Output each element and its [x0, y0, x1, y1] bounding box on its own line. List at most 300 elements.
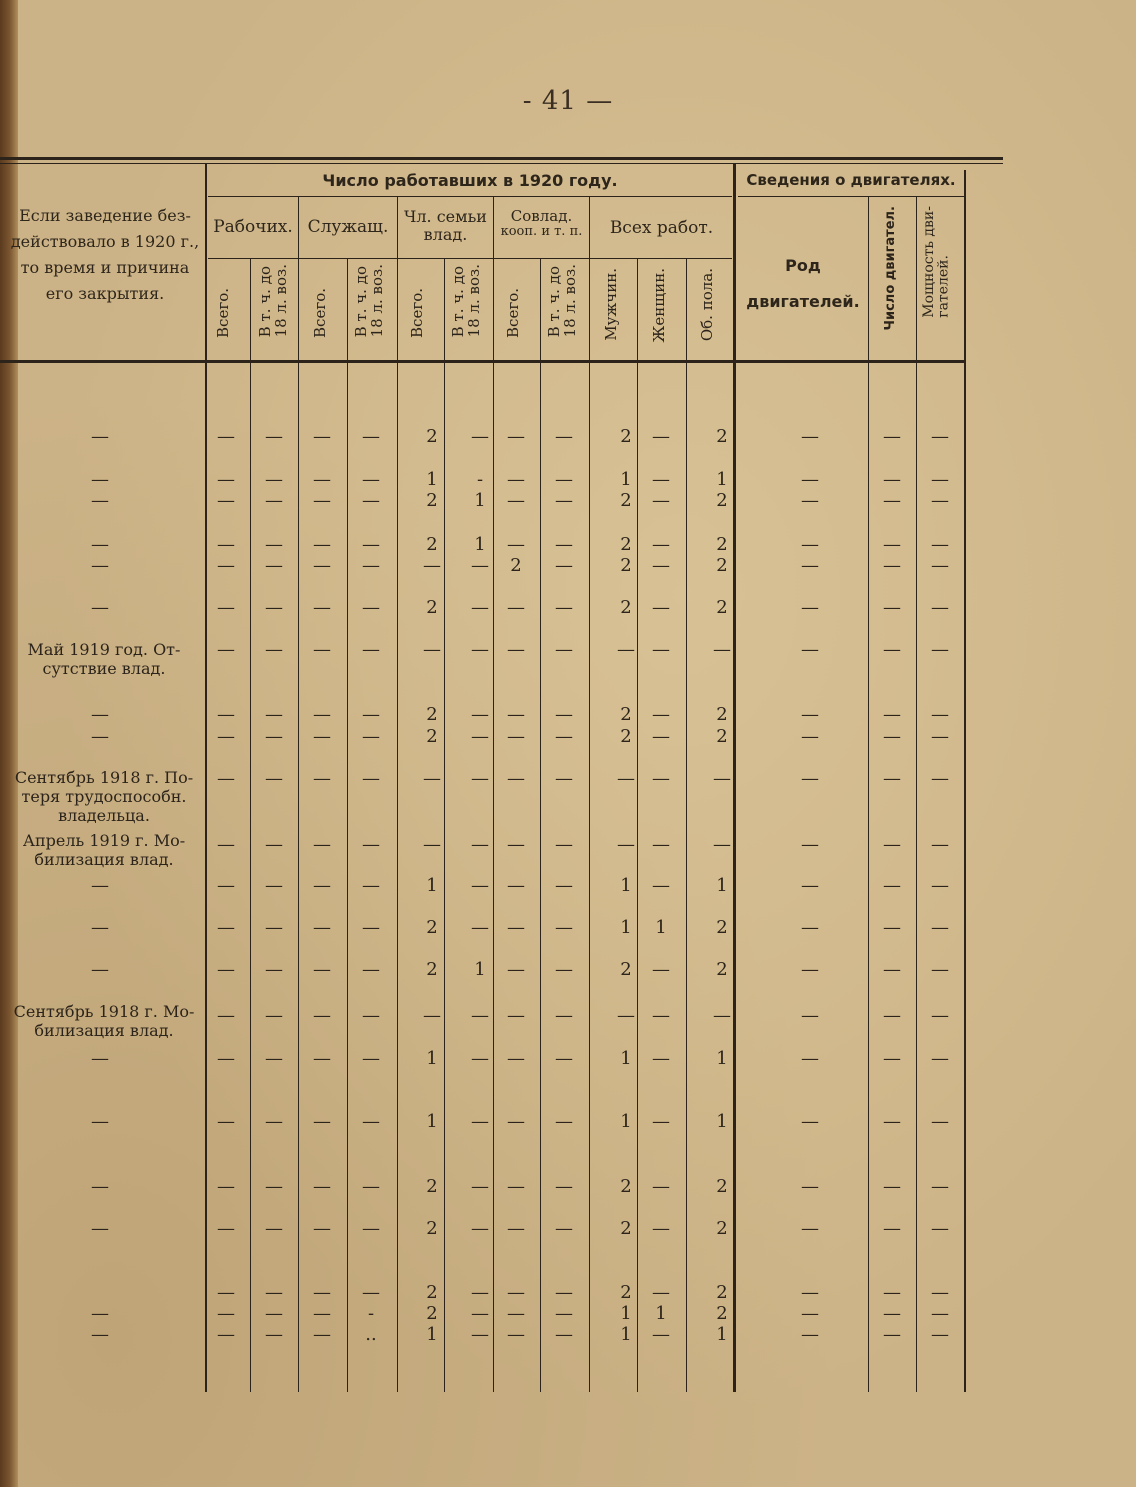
closure-note-line: билизация влад.: [34, 850, 174, 869]
table-cell: —: [555, 1048, 573, 1069]
table-cell: —: [801, 1218, 819, 1239]
table-cell: —: [883, 1111, 901, 1132]
table-cell: —: [713, 1005, 731, 1026]
table-cell: —: [801, 917, 819, 938]
table-cell: —: [931, 1282, 949, 1303]
table-cell: 1: [620, 1048, 632, 1069]
table-cell: —: [507, 490, 525, 511]
table-cell: —: [91, 917, 109, 938]
table-cell: —: [265, 768, 283, 789]
table-cell: —: [265, 1282, 283, 1303]
table-cell: —: [801, 1111, 819, 1132]
table-cell: —: [313, 469, 331, 490]
table-cell: 2: [426, 959, 438, 980]
table-cell: —: [423, 834, 441, 855]
table-cell: —: [801, 1005, 819, 1026]
table-cell: —: [471, 834, 489, 855]
table-cell: 2: [716, 726, 728, 747]
table-cell: —: [507, 1048, 525, 1069]
table-cell: —: [217, 639, 235, 660]
table-cell: —: [931, 1303, 949, 1324]
col-divider: [964, 170, 966, 1392]
table-cell: —: [801, 555, 819, 576]
table-cell: —: [91, 959, 109, 980]
table-cell: —: [931, 875, 949, 896]
table-cell: —: [883, 1218, 901, 1239]
table-cell: —: [555, 1111, 573, 1132]
table-cell: —: [313, 1324, 331, 1345]
table-cell: —: [265, 1048, 283, 1069]
col-divider: [250, 258, 251, 1392]
table-cell: —: [931, 1005, 949, 1026]
header-bottom-rule: [0, 360, 966, 363]
subheader-women: Женщин.: [650, 268, 668, 343]
table-cell: -: [476, 469, 484, 490]
table-cell: —: [555, 726, 573, 747]
subheader-minor-line: 18 л. воз.: [464, 264, 483, 338]
table-cell: —: [555, 1303, 573, 1324]
table-cell: —: [217, 1324, 235, 1345]
subheader-minor-line: 18 л. воз.: [367, 264, 386, 338]
header-workers-group: Число работавших в 1920 году.: [322, 171, 618, 190]
table-cell: —: [362, 917, 380, 938]
table-cell: —: [471, 1218, 489, 1239]
table-cell: —: [931, 534, 949, 555]
closure-note: [8, 768, 200, 825]
table-cell: —: [555, 1005, 573, 1026]
table-cell: —: [801, 768, 819, 789]
table-cell: 1: [620, 1111, 632, 1132]
col-divider: [916, 197, 917, 1392]
closure-note-line: Апрель 1919 г. Мо-: [22, 831, 186, 850]
table-cell: 2: [620, 426, 632, 447]
table-cell: —: [883, 1324, 901, 1345]
table-cell: —: [217, 768, 235, 789]
table-cell: —: [471, 1111, 489, 1132]
header-group-rule-engines: [738, 196, 966, 197]
table-cell: —: [265, 639, 283, 660]
closure-note-line: теря трудоспособн.: [21, 787, 187, 806]
table-cell: —: [617, 1005, 635, 1026]
table-cell: —: [362, 726, 380, 747]
table-cell: 2: [426, 1176, 438, 1197]
table-cell: —: [265, 1218, 283, 1239]
table-cell: —: [555, 834, 573, 855]
subheader-minor-line: В т. ч. до: [545, 266, 563, 338]
table-cell: 2: [620, 959, 632, 980]
table-cell: 2: [426, 917, 438, 938]
table-cell: —: [652, 959, 670, 980]
table-cell: 2: [716, 959, 728, 980]
table-cell: —: [91, 555, 109, 576]
table-cell: 2: [426, 534, 438, 555]
table-cell: 2: [716, 1218, 728, 1239]
table-cell: 2: [716, 534, 728, 555]
table-cell: —: [931, 426, 949, 447]
closure-note-line: билизация влад.: [34, 1021, 174, 1040]
table-cell: —: [652, 726, 670, 747]
header-workers: Рабочих.: [213, 217, 293, 237]
table-cell: —: [313, 917, 331, 938]
table-cell: —: [507, 597, 525, 618]
subheader-engine-count: Число двигател.: [883, 206, 898, 331]
closure-note: [8, 831, 200, 869]
table-cell: —: [931, 917, 949, 938]
header-family: [398, 208, 493, 245]
table-cell: —: [555, 639, 573, 660]
subheader-employees-minor: [354, 264, 386, 337]
table-cell: 2: [716, 917, 728, 938]
table-cell: —: [801, 1048, 819, 1069]
table-cell: —: [313, 1111, 331, 1132]
table-cell: 2: [716, 490, 728, 511]
table-cell: —: [217, 597, 235, 618]
table-cell: —: [883, 426, 901, 447]
subheader-minor-line: 18 л. воз.: [271, 264, 290, 338]
table-cell: —: [931, 1048, 949, 1069]
table-cell: —: [883, 1176, 901, 1197]
table-cell: —: [217, 426, 235, 447]
table-cell: 1: [474, 534, 486, 555]
table-cell: 1: [620, 1324, 632, 1345]
closure-note-line: Сентябрь 1918 г. По-: [14, 768, 194, 787]
table-cell: —: [801, 490, 819, 511]
table-cell: —: [507, 917, 525, 938]
table-cell: —: [91, 597, 109, 618]
table-cell: —: [652, 704, 670, 725]
table-cell: —: [471, 555, 489, 576]
table-cell: —: [265, 469, 283, 490]
col-divider: [298, 197, 299, 1392]
table-cell: 2: [426, 426, 438, 447]
header-family-line: Чл. семьи: [404, 207, 487, 226]
header-engine-kind: [738, 248, 868, 320]
table-cell: —: [555, 426, 573, 447]
table-cell: —: [555, 768, 573, 789]
table-cell: —: [362, 490, 380, 511]
header-note-column: [8, 203, 202, 307]
table-cell: —: [931, 726, 949, 747]
table-cell: —: [313, 534, 331, 555]
subheader-family-total: Всего.: [408, 288, 426, 338]
table-cell: —: [617, 768, 635, 789]
table-cell: —: [652, 1111, 670, 1132]
table-cell: —: [652, 1005, 670, 1026]
table-cell: 1: [620, 469, 632, 490]
table-cell: —: [471, 1282, 489, 1303]
table-cell: —: [217, 469, 235, 490]
table-cell: 2: [620, 490, 632, 511]
table-cell: —: [362, 639, 380, 660]
table-cell: —: [883, 768, 901, 789]
table-cell: 1: [716, 1048, 728, 1069]
table-cell: —: [471, 1048, 489, 1069]
table-cell: —: [362, 555, 380, 576]
table-cell: —: [801, 834, 819, 855]
subheader-family-minor: [451, 264, 483, 337]
header-partners-line: кооп. и т. п.: [500, 224, 583, 240]
table-cell: 2: [426, 726, 438, 747]
table-cell: 2: [426, 1282, 438, 1303]
table-cell: —: [471, 1303, 489, 1324]
col-divider: [589, 197, 590, 1392]
table-cell: 2: [426, 597, 438, 618]
table-cell: 2: [620, 1282, 632, 1303]
col-divider: [397, 197, 398, 1392]
subheader-minor-line: В т. ч. до: [449, 266, 467, 338]
closure-note-line: Май 1919 год. От-: [27, 640, 181, 659]
table-cell: —: [217, 1303, 235, 1324]
table-cell: —: [652, 1218, 670, 1239]
table-cell: —: [801, 1324, 819, 1345]
subheader-men: Мужчин.: [602, 268, 620, 341]
table-cell: —: [362, 1048, 380, 1069]
header-partners-line: Совлад.: [510, 207, 573, 225]
table-cell: —: [507, 426, 525, 447]
table-cell: —: [265, 534, 283, 555]
table-cell: —: [362, 534, 380, 555]
table-cell: —: [471, 768, 489, 789]
table-cell: 2: [716, 704, 728, 725]
col-divider: [686, 258, 687, 1392]
table-cell: —: [617, 834, 635, 855]
table-cell: —: [91, 726, 109, 747]
col-divider: [868, 197, 869, 1392]
page-number: - 41 —: [522, 86, 614, 116]
header-note-line: то время и причина: [20, 258, 190, 277]
table-cell: —: [883, 1005, 901, 1026]
table-cell: —: [555, 469, 573, 490]
table-cell: —: [507, 1176, 525, 1197]
table-cell: —: [883, 917, 901, 938]
table-cell: —: [652, 639, 670, 660]
table-cell: —: [91, 1218, 109, 1239]
table-cell: —: [362, 875, 380, 896]
subheader-workers-minor: [258, 264, 290, 337]
table-cell: —: [652, 1324, 670, 1345]
table-cell: —: [91, 1324, 109, 1345]
table-cell: —: [91, 704, 109, 725]
table-cell: —: [91, 1048, 109, 1069]
table-cell: —: [265, 1303, 283, 1324]
table-cell: —: [471, 1176, 489, 1197]
table-cell: 1: [620, 875, 632, 896]
table-cell: —: [507, 639, 525, 660]
table-cell: —: [313, 597, 331, 618]
header-note-line: действовало в 1920 г.,: [10, 232, 200, 251]
col-divider: [347, 258, 348, 1392]
table-cell: —: [555, 959, 573, 980]
table-cell: —: [362, 1282, 380, 1303]
table-cell: —: [362, 834, 380, 855]
table-cell: —: [265, 1324, 283, 1345]
table-cell: 1: [716, 1111, 728, 1132]
table-cell: —: [471, 639, 489, 660]
table-cell: —: [883, 875, 901, 896]
table-cell: —: [652, 834, 670, 855]
table-cell: —: [471, 426, 489, 447]
table-cell: —: [652, 469, 670, 490]
table-cell: —: [362, 768, 380, 789]
table-cell: 2: [426, 490, 438, 511]
table-cell: —: [931, 959, 949, 980]
table-cell: —: [217, 555, 235, 576]
table-cell: —: [265, 917, 283, 938]
table-cell: 1: [426, 1324, 438, 1345]
table-cell: —: [217, 1176, 235, 1197]
table-cell: —: [471, 597, 489, 618]
table-cell: —: [91, 534, 109, 555]
table-cell: 2: [426, 704, 438, 725]
table-cell: —: [217, 1005, 235, 1026]
subheader-workers-total: Всего.: [214, 288, 232, 338]
closure-note: [8, 1002, 200, 1040]
table-cell: —: [801, 1303, 819, 1324]
table-cell: 2: [620, 1176, 632, 1197]
table-cell: —: [265, 1176, 283, 1197]
table-cell: —: [883, 726, 901, 747]
table-cell: —: [265, 555, 283, 576]
table-cell: 2: [620, 704, 632, 725]
table-cell: —: [801, 1282, 819, 1303]
table-cell: —: [883, 555, 901, 576]
table-cell: —: [931, 1176, 949, 1197]
table-cell: —: [362, 1005, 380, 1026]
table-cell: —: [507, 959, 525, 980]
table-cell: —: [507, 875, 525, 896]
table-cell: —: [265, 834, 283, 855]
table-cell: —: [652, 1048, 670, 1069]
table-cell: —: [362, 704, 380, 725]
table-cell: 1: [426, 1048, 438, 1069]
table-cell: 1: [716, 875, 728, 896]
header-family-line: влад.: [423, 225, 468, 245]
table-cell: —: [313, 639, 331, 660]
table-cell: —: [313, 1282, 331, 1303]
table-cell: —: [555, 1218, 573, 1239]
table-cell: —: [507, 1282, 525, 1303]
table-cell: —: [313, 1005, 331, 1026]
table-cell: 1: [620, 917, 632, 938]
table-cell: —: [362, 959, 380, 980]
table-cell: -: [367, 1303, 375, 1324]
table-cell: 1: [716, 469, 728, 490]
table-cell: —: [883, 834, 901, 855]
header-employees: Служащ.: [307, 217, 389, 237]
table-cell: 1: [474, 490, 486, 511]
table-cell: —: [801, 726, 819, 747]
col-divider: [540, 258, 541, 1392]
table-cell: —: [217, 534, 235, 555]
table-cell: —: [617, 639, 635, 660]
table-cell: 1: [655, 917, 667, 938]
table-cell: —: [471, 1324, 489, 1345]
table-cell: —: [423, 555, 441, 576]
table-cell: —: [507, 1005, 525, 1026]
table-cell: —: [471, 917, 489, 938]
table-cell: —: [883, 469, 901, 490]
subheader-power-line: Мощность дви-: [921, 206, 937, 318]
header-all-workers: Всех работ.: [609, 218, 714, 238]
table-cell: 2: [620, 555, 632, 576]
table-cell: —: [507, 1218, 525, 1239]
table-cell: 1: [426, 1111, 438, 1132]
table-cell: —: [931, 639, 949, 660]
table-cell: —: [507, 1303, 525, 1324]
table-cell: —: [883, 704, 901, 725]
table-cell: 2: [620, 597, 632, 618]
table-cell: —: [313, 426, 331, 447]
table-cell: —: [555, 555, 573, 576]
table-cell: —: [362, 1218, 380, 1239]
table-cell: —: [931, 1218, 949, 1239]
subheader-minor-line: В т. ч. до: [256, 266, 274, 338]
table-cell: 2: [620, 726, 632, 747]
table-cell: —: [555, 1282, 573, 1303]
table-cell: —: [652, 1176, 670, 1197]
closure-note-line: владельца.: [58, 806, 150, 825]
table-cell: —: [883, 1048, 901, 1069]
table-cell: —: [555, 704, 573, 725]
subheader-both: Об. пола.: [698, 268, 716, 342]
table-cell: —: [713, 639, 731, 660]
table-cell: —: [362, 1176, 380, 1197]
table-cell: —: [801, 534, 819, 555]
table-cell: —: [883, 639, 901, 660]
table-cell: —: [423, 639, 441, 660]
closure-note-line: сутствие влад.: [42, 659, 166, 678]
header-sub-rule: [208, 258, 732, 259]
table-cell: —: [91, 490, 109, 511]
table-cell: —: [313, 1303, 331, 1324]
table-cell: —: [265, 426, 283, 447]
table-cell: —: [507, 768, 525, 789]
header-partners: [494, 208, 589, 240]
table-cell: —: [423, 768, 441, 789]
table-cell: 2: [716, 1303, 728, 1324]
table-cell: 2: [716, 426, 728, 447]
header-group-rule: [208, 196, 732, 197]
closure-note-line: Сентябрь 1918 г. Мо-: [13, 1002, 195, 1021]
table-cell: —: [931, 768, 949, 789]
table-cell: 2: [620, 1218, 632, 1239]
table-cell: —: [652, 490, 670, 511]
table-cell: —: [265, 726, 283, 747]
table-cell: —: [652, 555, 670, 576]
table-cell: —: [555, 917, 573, 938]
table-cell: —: [507, 726, 525, 747]
table-cell: —: [801, 639, 819, 660]
table-cell: —: [883, 597, 901, 618]
subheader-partners-minor: [547, 264, 579, 337]
table-cell: —: [91, 469, 109, 490]
subheader-partners-total: Всего.: [504, 288, 522, 338]
subheader-power-line: гателей.: [935, 255, 952, 318]
table-cell: —: [801, 1176, 819, 1197]
table-cell: —: [883, 534, 901, 555]
table-cell: —: [507, 704, 525, 725]
table-cell: —: [217, 704, 235, 725]
subheader-minor-line: 18 л. воз.: [560, 264, 579, 338]
table-cell: —: [471, 726, 489, 747]
header-note-line: Если заведение без-: [19, 206, 191, 225]
table-cell: 1: [426, 469, 438, 490]
table-cell: 2: [716, 555, 728, 576]
table-cell: —: [507, 1111, 525, 1132]
table-cell: —: [265, 875, 283, 896]
table-cell: —: [471, 875, 489, 896]
table-cell: —: [931, 1111, 949, 1132]
